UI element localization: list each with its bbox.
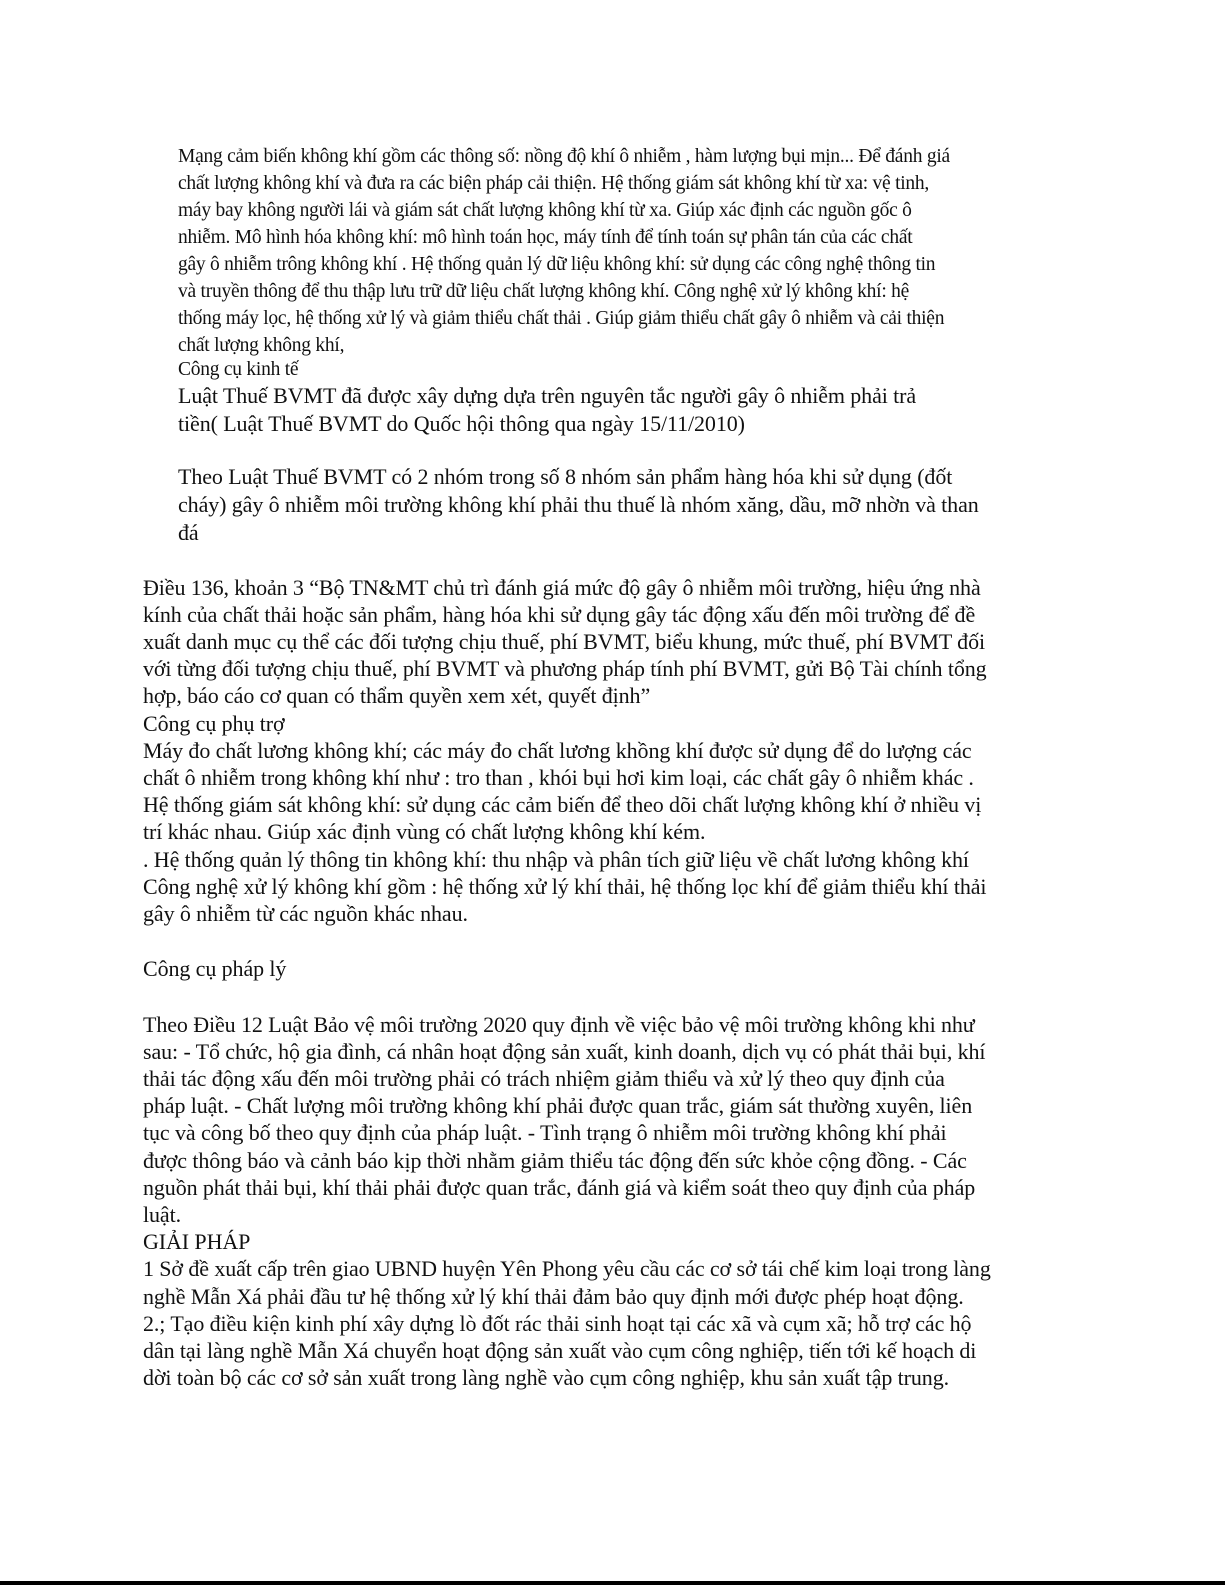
paragraph-line: đá — [178, 520, 199, 545]
paragraph-line: nguồn phát thải bụi, khí thải phải được quan trắc, đánh giá và kiểm soát theo quy định của pháp — [143, 1175, 976, 1200]
paragraph-line: nhiễm. Mô hình hóa không khí: mô hình toán học, máy tính để tính toán sự phân tán của các chất — [178, 227, 913, 248]
paragraph-line: . Hệ thống quản lý thông tin không khí: thu nhập và phân tích giữ liệu về chất lương không khí — [143, 847, 969, 872]
paragraph-line: 2.; Tạo điều kiện kinh phí xây dựng lò đốt rác thải sinh hoạt tại các xã và cụm xã; hỗ trợ các hộ — [143, 1311, 972, 1336]
paragraph-line: xuất danh mục cụ thể các đối tượng chịu thuế, phí BVMT, biểu khung, mức thuế, phí BVMT đối — [143, 629, 985, 654]
paragraph-line: 1 Sở đề xuất cấp trên giao UBND huyện Yên Phong yêu cầu các cơ sở tái chế kim loại trong làng — [143, 1256, 991, 1281]
paragraph-line: Công nghệ xử lý không khí gồm : hệ thống xử lý khí thải, hệ thống lọc khí để giảm thiểu khí thải — [143, 874, 987, 899]
paragraph-line: nghề Mẫn Xá phải đầu tư hệ thống xử lý khí thải đảm bảo quy định mới được phép hoạt động. — [143, 1284, 964, 1309]
paragraph-line: kính của chất thải hoặc sản phẩm, hàng hóa khi sử dụng gây tác động xấu đến môi trường để đề — [143, 602, 976, 627]
paragraph-line: tiền( Luật Thuế BVMT do Quốc hội thông qua ngày 15/11/2010) — [178, 411, 745, 436]
paragraph-line: thải tác động xấu đến môi trường phải có trách nhiệm giảm thiểu và xử lý theo quy định của — [143, 1066, 945, 1091]
paragraph-line: và truyền thông để thu thập lưu trữ dữ liệu chất lượng không khí. Công nghệ xử lý không khí: hệ — [178, 281, 910, 302]
paragraph-line: chất ô nhiễm trong không khí như : tro than , khói bụi hơi kim loại, các chất gây ô nhiễm khác . — [143, 765, 974, 790]
paragraph-line: Theo Điều 12 Luật Bảo vệ môi trường 2020 quy định về việc bảo vệ môi trường không khi như — [143, 1012, 975, 1037]
paragraph-line: Luật Thuế BVMT đã được xây dựng dựa trên nguyên tắc người gây ô nhiễm phải trả — [178, 383, 917, 408]
paragraph-line: luật. — [143, 1202, 181, 1227]
paragraph-line: máy bay không người lái và giám sát chất lượng không khí từ xa. Giúp xác định các nguồn gốc ô — [178, 200, 912, 221]
paragraph-line: sau: - Tổ chức, hộ gia đình, cá nhân hoạt động sản xuất, kinh doanh, dịch vụ có phát thải bụi, khí — [143, 1039, 986, 1064]
paragraph-line: trí khác nhau. Giúp xác định vùng có chất lượng không khí kém. — [143, 819, 706, 844]
paragraph-line: dân tại làng nghề Mẫn Xá chuyển hoạt động sản xuất vào cụm công nghiệp, tiến tới kế hoạch di — [143, 1338, 977, 1363]
paragraph-line: hợp, báo cáo cơ quan có thẩm quyền xem xét, quyết định” — [143, 683, 651, 708]
page-bottom-border — [0, 1581, 1225, 1585]
paragraph-line: với từng đối tượng chịu thuế, phí BVMT và phương pháp tính phí BVMT, gửi Bộ Tài chính tổng — [143, 656, 987, 681]
paragraph-line: Máy đo chất lương không khí; các máy đo chất lương khồng khí được sử dụng để do lượng các — [143, 738, 972, 763]
section-heading: Công cụ pháp lý — [143, 956, 287, 981]
paragraph-line: Điều 136, khoản 3 “Bộ TN&MT chủ trì đánh giá mức độ gây ô nhiễm môi trường, hiệu ứng nhà — [143, 575, 981, 600]
paragraph-line: gây ô nhiễm từ các nguồn khác nhau. — [143, 901, 468, 926]
paragraph-line: tục và công bố theo quy định của pháp luật. - Tình trạng ô nhiễm môi trường không khí phải — [143, 1120, 947, 1145]
paragraph-line: chất lượng không khí và đưa ra các biện pháp cải thiện. Hệ thống giám sát không khí từ xa: vệ tinh, — [178, 173, 930, 194]
paragraph-line: thống máy lọc, hệ thống xử lý và giảm thiểu chất thải . Giúp giảm thiểu chất gây ô nhiễm và cải thiện — [178, 308, 945, 329]
paragraph-line: Mạng cảm biến không khí gồm các thông số: nồng độ khí ô nhiễm , hàm lượng bụi mịn... Để đánh giá — [178, 146, 950, 167]
section-heading: Công cụ kinh tế — [178, 359, 299, 380]
paragraph-line: cháy) gây ô nhiễm môi trường không khí phải thu thuế là nhóm xăng, dầu, mỡ nhờn và than — [178, 492, 979, 517]
paragraph-line: dời toàn bộ các cơ sở sản xuất trong làng nghề vào cụm công nghiệp, khu sản xuất tập trung. — [143, 1365, 949, 1390]
paragraph-line: Hệ thống giám sát không khí: sử dụng các cảm biến để theo dõi chất lượng không khí ở nhiều vị — [143, 792, 982, 817]
section-heading: Công cụ phụ trợ — [143, 711, 285, 736]
paragraph-line: chất lượng không khí, — [178, 335, 345, 356]
paragraph-line: pháp luật. - Chất lượng môi trường không khí phải được quan trắc, giám sát thường xuyên, liên — [143, 1093, 973, 1118]
section-heading: GIẢI PHÁP — [143, 1229, 251, 1254]
paragraph-line: Theo Luật Thuế BVMT có 2 nhóm trong số 8 nhóm sản phẩm hàng hóa khi sử dụng (đốt — [178, 464, 953, 489]
paragraph-line: được thông báo và cảnh báo kịp thời nhằm giảm thiểu tác động đến sức khỏe cộng đồng. - Các — [143, 1148, 967, 1173]
paragraph-line: gây ô nhiễm trông không khí . Hệ thống quản lý dữ liệu không khí: sử dụng các công nghệ thông tin — [178, 254, 936, 275]
